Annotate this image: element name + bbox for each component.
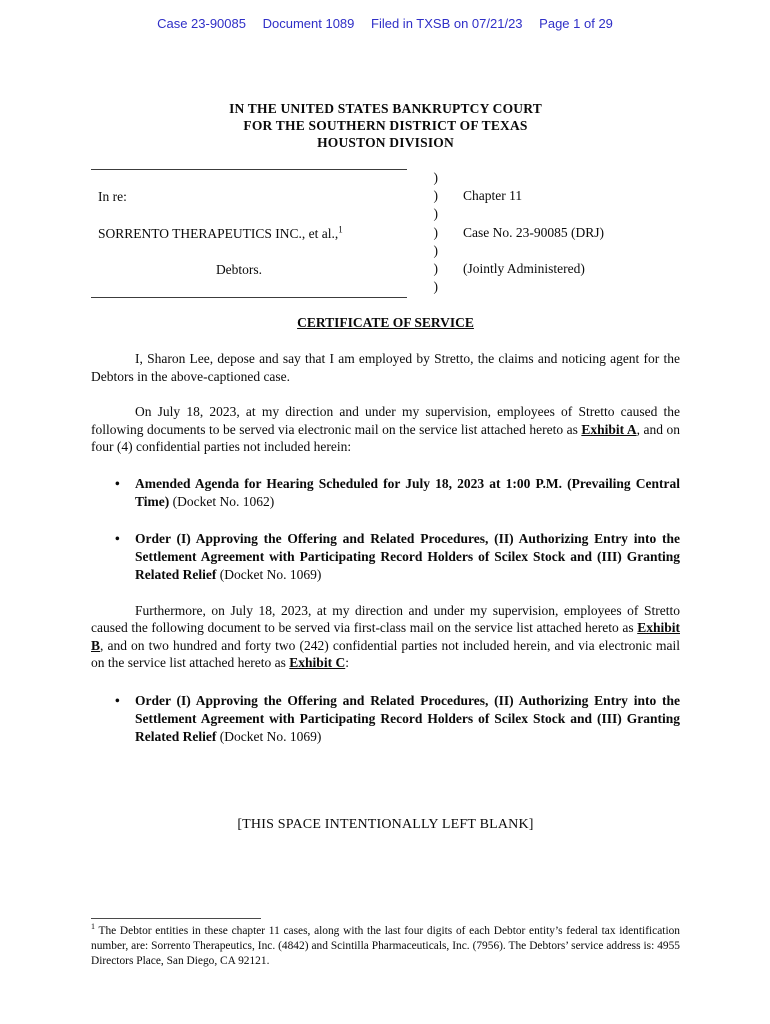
- paragraph-2-text: , and on four (4) confidential parties not included herein:: [91, 421, 680, 455]
- debtor-name-text: SORRENTO THERAPEUTICS INC., et al.,: [98, 225, 339, 241]
- document-entry: [135, 475, 680, 511]
- caption-debtors-label: Debtors.: [215, 261, 263, 277]
- document-entry-docket: (Docket No. 1062): [169, 493, 275, 509]
- court-stamp: [0, 0, 770, 31]
- caption-spacer: [91, 279, 407, 297]
- document-entry-docket: (Docket No. 1069): [216, 728, 322, 744]
- document-title-text: CERTIFICATE OF SERVICE: [297, 315, 474, 331]
- document-entry-title: Amended Agenda for Hearing Scheduled for July 18, 2023 at 1:00 P.M. (Prevailing Central Time): [135, 475, 680, 509]
- intentionally-blank-note: [THIS SPACE INTENTIONALLY LEFT BLANK]: [237, 816, 534, 832]
- list-item: [91, 692, 680, 746]
- caption-paren-column: [407, 169, 438, 298]
- court-header-line2: FOR THE SOUTHERN DISTRICT OF TEXAS: [243, 118, 528, 133]
- caption-spacer: [91, 206, 407, 224]
- footnote-text-block: [91, 924, 680, 968]
- caption-spacer: [91, 243, 407, 261]
- footnote-number: 1: [91, 922, 95, 932]
- paragraph-2-text: On July 18, 2023, at my direction and under my supervision, employees of Stretto caused the following documents to be served via electronic mail on the service list attached hereto as: [91, 404, 680, 437]
- exhibit-c-reference: Exhibit C: [289, 655, 346, 671]
- paragraph-3-text: , and on two hundred and forty two (242) confidential parties not included herein, and via electronic mail on the service list attached hereto as: [91, 637, 680, 671]
- paragraph-3-text: Furthermore, on July 18, 2023, at my direction and under my supervision, employees of Stretto caused the following document to be served via first-class mail on the service list attached hereto as: [91, 602, 680, 636]
- case-caption: [91, 169, 680, 298]
- served-documents-list-2: [91, 692, 680, 746]
- caption-chapter: Chapter 11: [463, 188, 523, 204]
- caption-spacer: [463, 242, 680, 260]
- list-item: [91, 475, 680, 511]
- caption-paren: ): [433, 260, 438, 276]
- caption-paren: ): [433, 170, 438, 185]
- bullet-icon: •: [115, 692, 120, 708]
- stamp-filed-date: Filed in TXSB on 07/21/23: [371, 16, 523, 31]
- caption-spacer: [463, 205, 680, 223]
- paragraph-1: I, Sharon Lee, depose and say that I am employed by Stretto, the claims and noticing agent for the Debtors in the above-captioned case.: [91, 351, 680, 384]
- caption-paren: ): [433, 188, 438, 204]
- court-header: [91, 100, 680, 151]
- stamp-page-number: Page 1 of 29: [539, 16, 613, 31]
- court-header-line1: IN THE UNITED STATES BANKRUPTCY COURT: [229, 101, 542, 116]
- caption-left-column: [91, 169, 407, 298]
- document-entry-title: Order (I) Approving the Offering and Related Procedures, (II) Authorizing Entry into the Settlement Agreement with Participating Record Holders of Scilex Stock and (III) Granting Related Relief: [135, 692, 680, 744]
- caption-paren: ): [433, 279, 438, 295]
- footnote: [91, 918, 680, 968]
- paragraph-2: [91, 403, 680, 456]
- list-item: [91, 530, 680, 584]
- stamp-document-number: Document 1089: [262, 16, 355, 31]
- caption-spacer: [463, 278, 680, 296]
- exhibit-a-reference: Exhibit A: [581, 421, 637, 437]
- document-entry-docket: (Docket No. 1069): [216, 566, 322, 582]
- caption-in-re: In re:: [98, 189, 127, 205]
- document-entry: [135, 692, 680, 746]
- stamp-case-number: Case 23-90085: [157, 16, 246, 31]
- served-documents-list-1: [91, 475, 680, 584]
- caption-paren: ): [433, 206, 438, 222]
- paragraph-3: [91, 602, 680, 672]
- caption-right-column: [438, 169, 680, 298]
- paragraph-3-text: :: [345, 655, 349, 671]
- court-header-line3: HOUSTON DIVISION: [317, 135, 454, 150]
- footnote-ref-marker: 1: [338, 224, 343, 235]
- document-title: [91, 315, 680, 331]
- footnote-separator: [91, 918, 261, 919]
- bullet-icon: •: [115, 530, 120, 546]
- document-entry: [135, 530, 680, 584]
- caption-paren: ): [433, 224, 438, 240]
- caption-spacer: [463, 169, 680, 187]
- caption-case-number: Case No. 23-90085 (DRJ): [463, 224, 604, 240]
- exhibit-b-reference: Exhibit B: [91, 620, 680, 653]
- caption-paren: ): [433, 242, 438, 258]
- document-entry-title: Order (I) Approving the Offering and Related Procedures, (II) Authorizing Entry into the Settlement Agreement with Participating Record Holders of Scilex Stock and (III) Granting Related Relief: [135, 530, 680, 582]
- bullet-icon: •: [115, 475, 120, 491]
- caption-debtor-name: [91, 225, 407, 243]
- caption-jointly-administered: (Jointly Administered): [463, 260, 585, 276]
- caption-spacer: [91, 170, 407, 188]
- footnote-text: The Debtor entities in these chapter 11 cases, along with the last four digits of each Debtor entity’s federal tax identification number, are: Sorrento Therapeutics, Inc. (4842) and Scintilla Pharmaceuticals, Inc. (7956). The Debtors’ service address is: 4955 Directors Place, San Diego, CA 92121.: [91, 925, 680, 967]
